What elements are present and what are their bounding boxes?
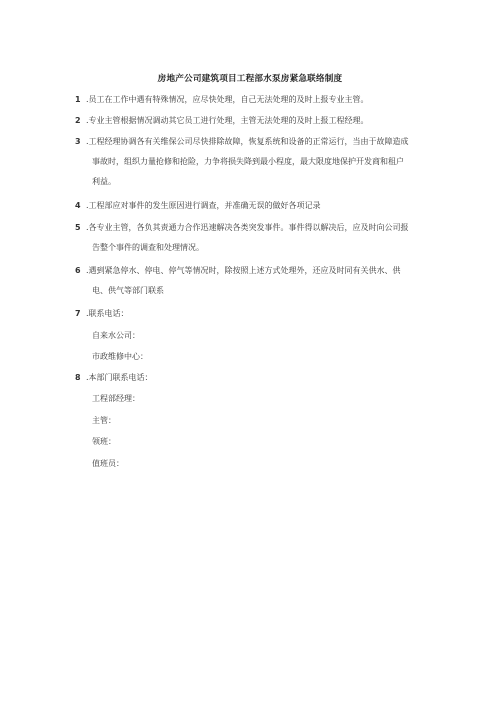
item-number: 8 [75,373,81,382]
item-number: 6 [75,266,81,275]
item-text: .员工在工作中遇有特殊情况，应尽快处理，自己无法处理的及时上报专业主管。 [86,95,369,104]
item-number: 3 [75,137,81,146]
item-number: 2 [75,116,81,125]
list-item [75,218,445,258]
list-item [75,261,445,301]
item-text: .各专业主管，各负其责通力合作迅速解决各类突发事件。事件得以解决后，应及时向公司报 [86,223,409,232]
contact-entry: 领班： [92,437,116,446]
contact-entry: 市政维修中心： [92,352,148,361]
item-text: .工程经理协调各有关维保公司尽快排除故障，恢复系统和设备的正常运行，当由于故障造成 [86,137,409,146]
item-number: 4 [75,201,81,210]
item-number: 5 [75,223,81,232]
list-item [75,196,445,216]
item-text: .工程部应对事件的发生原因进行调查，并准确无误的做好各项记录 [86,201,321,210]
contact-entry: 主管： [92,416,116,425]
contact-entry: 自来水公司： [92,331,140,340]
item-text-continued: 事故时，组织力量抢修和抢险，力争将损失降到最小程度，最大限度地保护开发商和租户 [92,157,404,166]
list-item [75,304,445,324]
item-number: 7 [75,309,81,318]
item-number: 1 [75,95,81,104]
list-item [75,368,445,388]
item-text: .联系电话： [86,309,129,318]
list-item [75,132,445,192]
contact-entry: 工程部经理： [92,394,140,403]
item-text-continued: 电、供气等部门联系 [92,286,164,295]
item-text: .本部门联系电话： [86,373,153,382]
list-item [75,90,445,110]
document-title: 房地产公司建筑项目工程部水泵房紧急联络制度 [157,74,343,84]
item-text-continued: 利益。 [92,177,116,186]
item-text: .遇到紧急停水、停电、停气等情况时，除按照上述方式处理外，还应及时同有关供水、供 [86,266,401,275]
contact-entry: 值班员： [92,459,124,468]
item-text-continued: 告整个事件的调查和处理情况。 [92,243,204,252]
item-text: .专业主管根据情况调动其它员工进行处理，主管无法处理的及时上报工程经理。 [86,116,369,125]
list-item [75,111,445,131]
